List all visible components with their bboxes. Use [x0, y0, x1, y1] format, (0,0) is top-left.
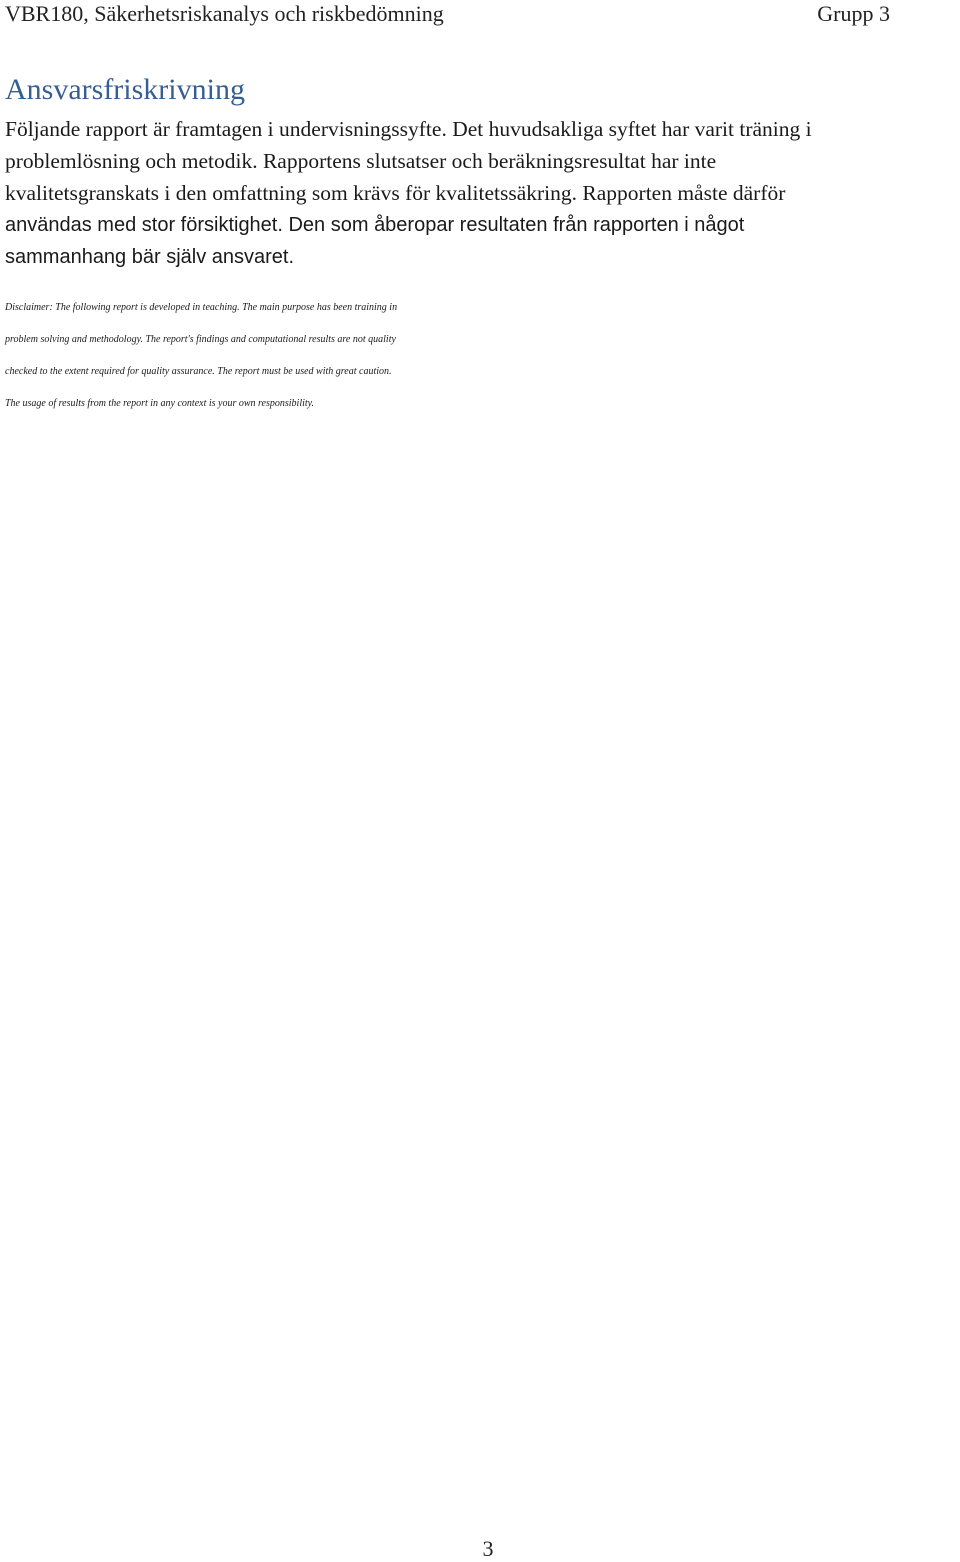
paragraph-line: sammanhang bär själv ansvaret.	[5, 246, 295, 268]
paragraph-line: Följande rapport är framtagen i undervisningssyfte. Det huvudsakliga syftet har varit träning i	[5, 117, 812, 141]
paragraph-line: kvalitetsgranskats i den omfattning som krävs för kvalitetssäkring. Rapporten måste därför	[5, 181, 786, 205]
paragraph-line: The usage of results from the report in any context is your own responsibility.	[5, 398, 315, 409]
header-course-title: VBR180, Säkerhetsriskanalys och riskbedömning	[5, 1, 444, 26]
paragraph-line: checked to the extent required for quality assurance. The report must be used with great caution.	[5, 366, 392, 377]
page-number: 3	[482, 1536, 494, 1561]
paragraph-line: problemlösning och metodik. Rapportens slutsatser och beräkningsresultat har inte	[5, 149, 717, 173]
header-group-label: Grupp 3	[817, 1, 890, 26]
paragraph-line: problem solving and methodology. The report's findings and computational results are not quality	[5, 334, 396, 345]
swedish-disclaimer-paragraph	[5, 113, 955, 273]
section-heading: Ansvarsfriskrivning	[5, 73, 245, 106]
paragraph-line: Disclaimer: The following report is developed in teaching. The main purpose has been training in	[5, 302, 398, 313]
page-header	[0, 0, 890, 30]
english-disclaimer-paragraph	[5, 292, 960, 420]
paragraph-line: användas med stor försiktighet. Den som åberopar resultaten från rapporten i något	[5, 214, 745, 236]
